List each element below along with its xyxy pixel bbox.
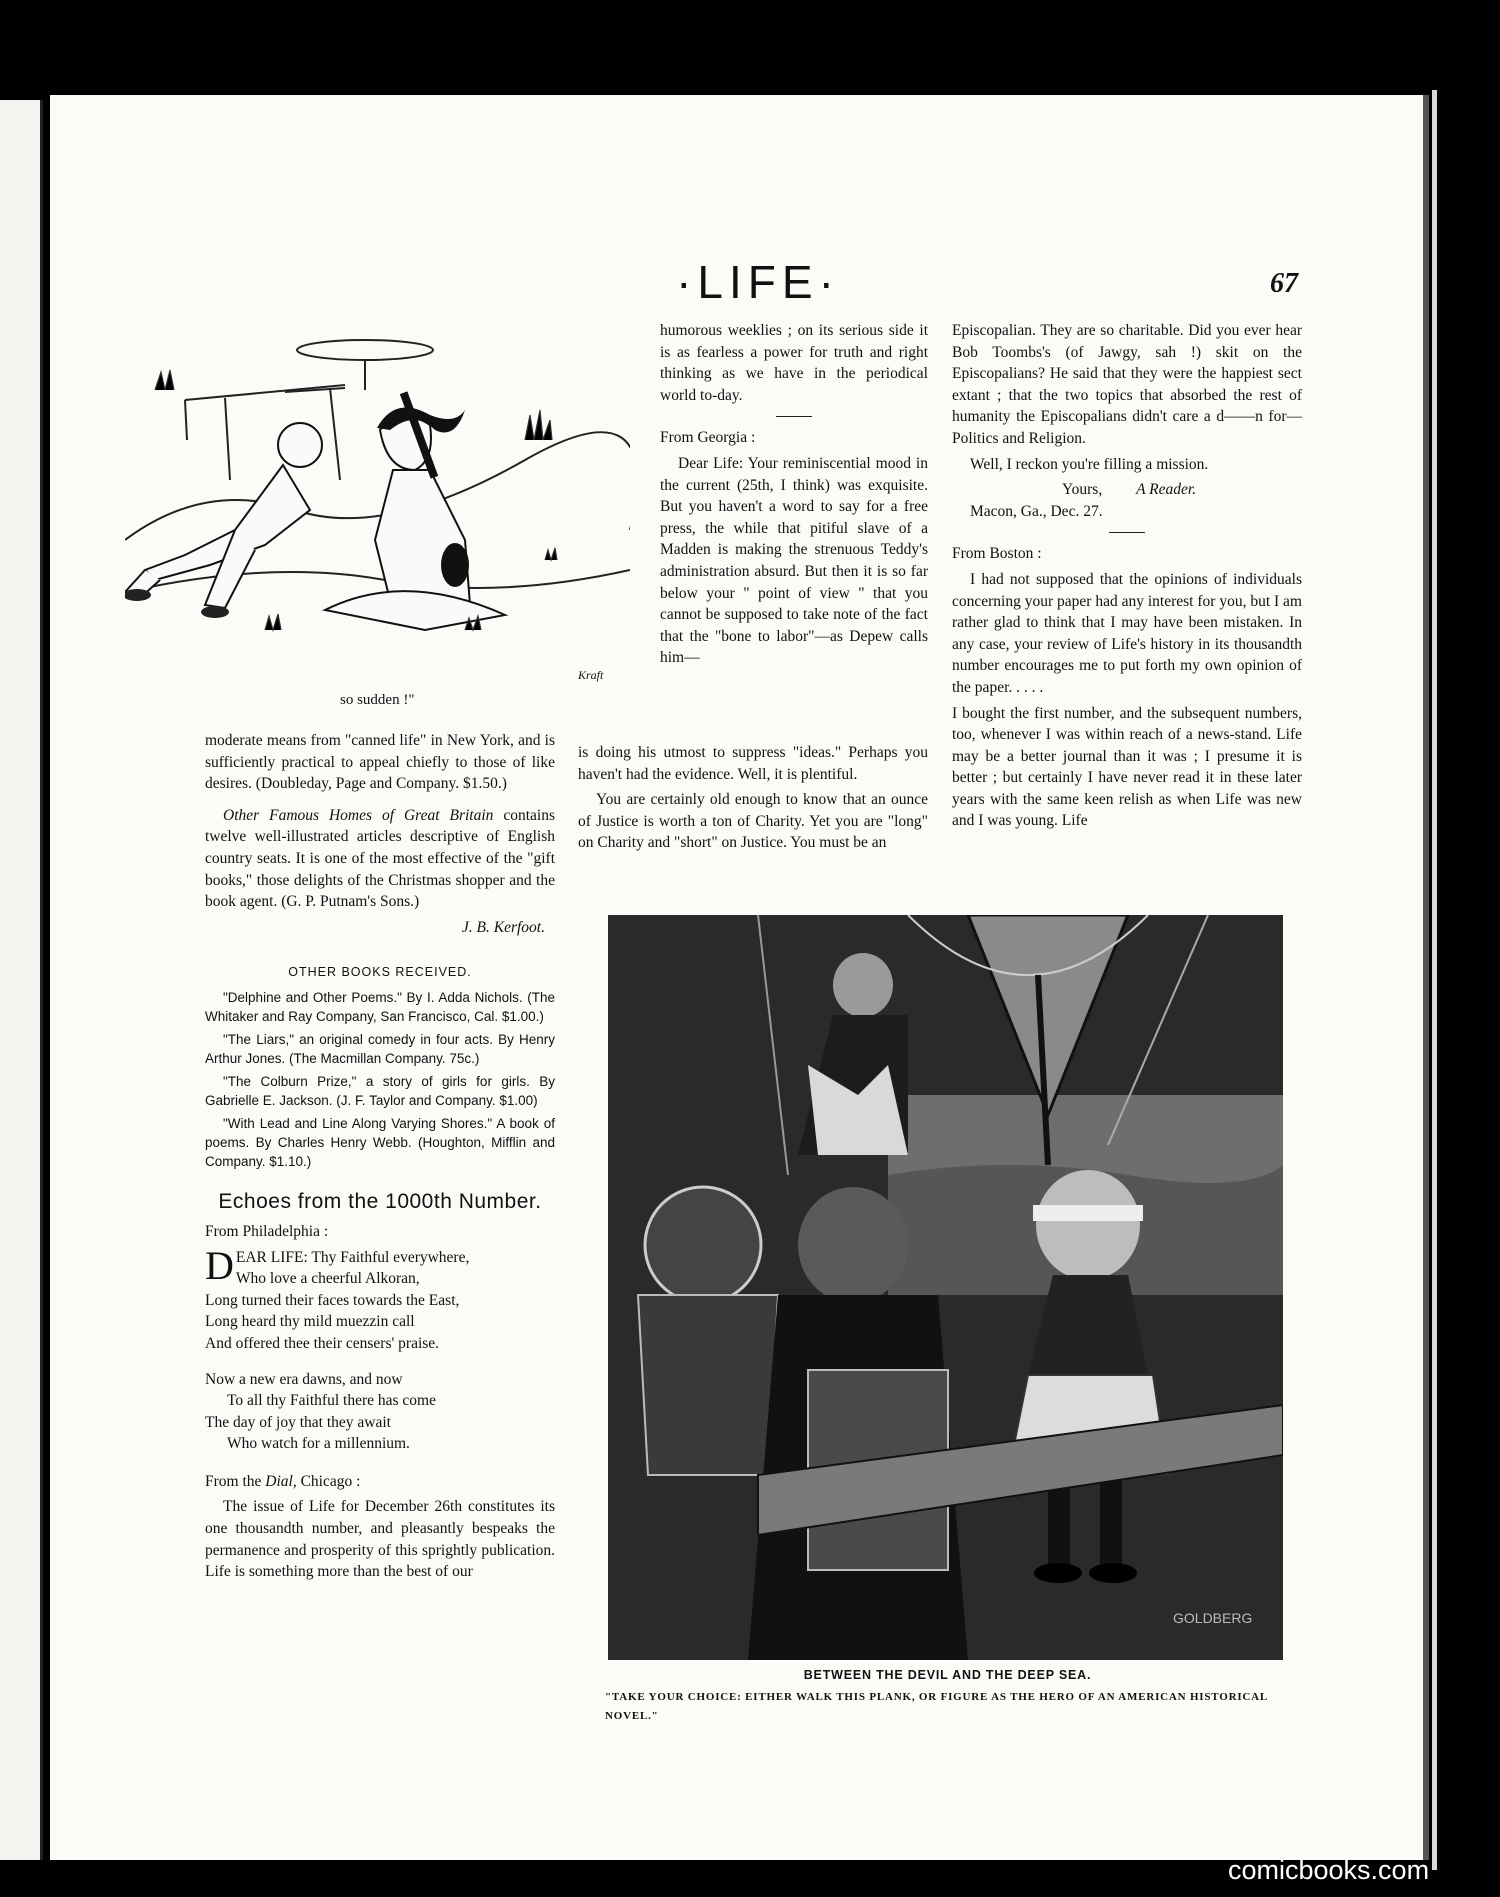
review-text: contains twelve well-illustrated articles descriptive of English country seats. It is one of the most effective of the "gift books," those delights of the Christmas shopper and the book agent. (G. P. Putnam's Sons.): [205, 806, 555, 911]
main-illustration: [608, 915, 1283, 1660]
georgia-letter: Dear Life: Your reminiscential mood in the current (25th, I think) was exquisite. But you haven't a word to say for a free press, the while that pitiful slave of a Madden is making the strenuous Teddy's administration absurd. But then it is so far below your " point of view " that you cannot be supposed to take note of the fact that the "bone to labor"—as Depew calls him—: [660, 454, 928, 667]
illustration-signature: GOLDBERG: [1173, 1610, 1253, 1626]
poem-line: To all thy Faithful there has come: [227, 1392, 436, 1410]
cartoon-drawing: [125, 330, 630, 685]
georgia-letter-end: You are certainly old enough to know that an ounce of Justice is worth a ton of Charity. Yet you are "long" on Charity and "short" on Justice. You must be an: [578, 791, 928, 852]
poem-line: Now a new era dawns, and now: [205, 1370, 403, 1388]
masthead: ·LIFE·: [676, 256, 840, 308]
poem-line: The day of joy that they await: [205, 1413, 391, 1431]
drop-cap: D: [205, 1242, 234, 1288]
from-dial: [205, 1471, 555, 1493]
poem-line: Who love a cheerful Alkoran,: [235, 1270, 420, 1288]
poem-line: Long heard thy mild muezzin call: [205, 1313, 415, 1331]
poem: [205, 1242, 555, 1455]
cartoon-illustration: [125, 330, 630, 685]
review-continuation: moderate means from "canned life" in New York, and is sufficiently practical to appeal chiefly to those of like desires. (Doubleday, Page and Company. $1.50.): [205, 732, 555, 793]
closing-yours: Yours,: [1062, 481, 1103, 499]
review-paragraph: [205, 805, 555, 913]
middle-paragraph: humorous weeklies ; on its serious side it is as fearless a power for truth and right thinking as we have in the periodical world to-day.: [660, 322, 928, 404]
georgia-letter-continued: is doing his utmost to suppress "ideas." Perhaps you haven't had the evidence. Well, it is plentiful.: [578, 744, 928, 783]
page-edge: [1432, 90, 1437, 1870]
cartoon-signature: Kraft: [578, 668, 604, 682]
cartoon-caption: so sudden !": [340, 692, 415, 708]
dial-text: The issue of Life for December 26th constitutes its one thousandth number, and pleasantly bespeaks the permanence and prosperity of this sprightly publication. Life is something more than the best of our: [205, 1498, 555, 1581]
review-signature: J. B. Kerfoot.: [461, 918, 545, 936]
other-books-heading: OTHER BOOKS RECEIVED.: [288, 965, 472, 980]
column-right: [952, 320, 1302, 836]
poem-line: Long turned their faces towards the East,: [205, 1291, 460, 1309]
pirate-ship-drawing: [608, 915, 1283, 1660]
book-entry: "The Liars," an original comedy in four acts. By Henry Arthur Jones. (The Macmillan Company. 75c.): [205, 1031, 555, 1066]
from-philadelphia: From Philadelphia :: [205, 1222, 329, 1240]
from-dial-prefix: From the: [205, 1472, 266, 1490]
section-rule: [1109, 532, 1145, 533]
book-entry: "The Colburn Prize," a story of girls for girls. By Gabrielle E. Jackson. (J. F. Taylor and Company. $1.00): [205, 1073, 555, 1108]
from-dial-name: Dial: [265, 1472, 293, 1490]
book-title: Other Famous Homes of Great Britain: [223, 806, 494, 824]
left-page-edge: [0, 100, 43, 1860]
letter-closing: [952, 479, 1302, 501]
boston-letter-2: I bought the first number, and the subsequent numbers, too, whenever I was within reach of a news-stand. Life may be a better journal than it was ; I presume it is better ; but certainly I have never read it in these later years with the same keen relish as when Life was new and I was young. Life: [952, 704, 1302, 830]
illustration-title: BETWEEN THE DEVIL AND THE DEEP SEA.: [803, 1668, 1092, 1682]
from-georgia: From Georgia :: [660, 429, 756, 447]
boston-letter: I had not supposed that the opinions of individuals concerning your paper had any interest for you, but I am rather glad to think that I may have been mistaken. In any case, your review of Life's history in its thousandth number encourages me to put forth my own opinion of the paper. . . . .: [952, 570, 1302, 696]
poem-line: And offered thee their censers' praise.: [205, 1334, 440, 1352]
from-dial-place: , Chicago :: [292, 1472, 361, 1490]
echoes-heading: Echoes from the 1000th Number.: [218, 1189, 542, 1213]
column-middle-continued: [578, 742, 928, 858]
book-entry: "With Lead and Line Along Varying Shores." A book of poems. By Charles Henry Webb. (Houghton, Mifflin and Company. $1.10.): [205, 1115, 555, 1169]
other-books-list: [205, 988, 555, 1171]
right-paragraph-2: Well, I reckon you're filling a mission.: [970, 455, 1209, 473]
section-rule: [776, 416, 812, 417]
column-left: [205, 730, 555, 1587]
closing-signature: A Reader.: [1136, 481, 1197, 499]
page-number: 67: [1270, 268, 1298, 299]
poem-line: EAR LIFE: Thy Faithful everywhere,: [235, 1248, 470, 1266]
book-entry: "Delphine and Other Poems." By I. Adda Nichols. (The Whitaker and Ray Company, San Francisco, Cal. $1.00.): [205, 989, 555, 1024]
column-middle: [660, 320, 928, 673]
from-boston: From Boston :: [952, 545, 1042, 563]
poem-line: Who watch for a millennium.: [227, 1435, 410, 1453]
illustration-subtitle: "TAKE YOUR CHOICE: EITHER WALK THIS PLANK, OR FIGURE AS THE HERO OF AN AMERICAN HISTORICAL NOVEL.": [605, 1691, 1268, 1722]
letter-place: Macon, Ga., Dec. 27.: [970, 502, 1103, 520]
right-paragraph: Episcopalian. They are so charitable. Did you ever hear Bob Toombs's (of Jawgy, sah !) skit on the Episcopalians? He said that they were the happiest sect extant ; that the two topics that absorbed the rest of humanity the Episcopalians didn't care a d——n for—Politics and Religion.: [952, 322, 1302, 447]
site-watermark: comicbooks.com: [1228, 1855, 1430, 1885]
poem-line: [205, 1355, 555, 1369]
